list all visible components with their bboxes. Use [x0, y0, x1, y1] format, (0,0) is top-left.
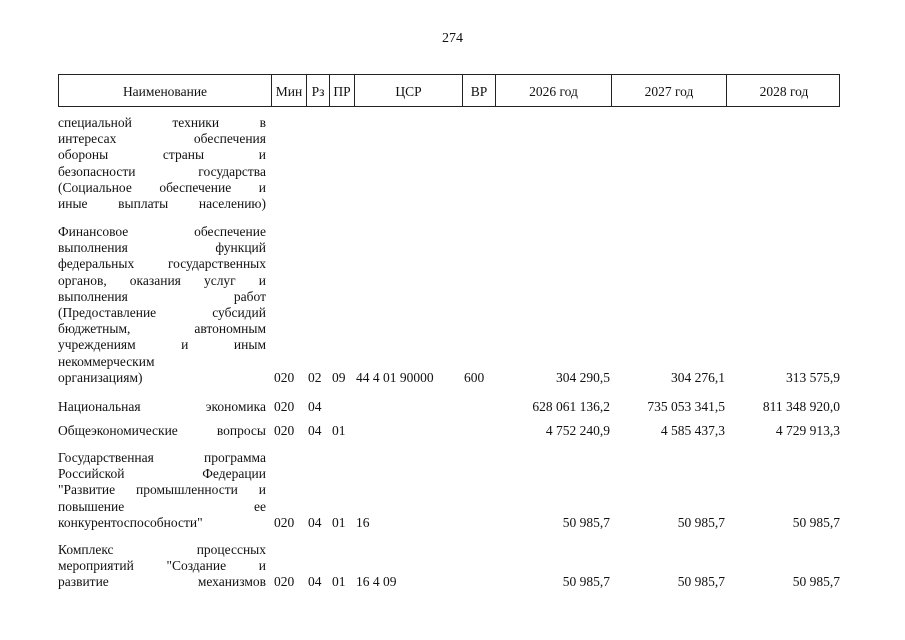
cell-min: 020 — [274, 399, 295, 414]
row-name-line: Комплекс процессных — [58, 542, 266, 557]
page-number: 274 — [442, 31, 463, 46]
row-name-line: учреждениям и иным — [58, 337, 266, 353]
header-vr: ВР — [462, 75, 495, 106]
cell-min: 020 — [274, 369, 295, 385]
row-name-line: повышение ее — [58, 498, 266, 514]
cell-y2027: 304 276,1 — [671, 369, 725, 385]
row-name-line: конкурентоспособности" — [58, 514, 203, 530]
table-header — [58, 74, 840, 107]
row-name-line: Национальная экономика — [58, 399, 266, 414]
cell-rz: 02 — [308, 369, 322, 385]
row-name-line: "Развитие промышленности и — [58, 482, 266, 498]
row-name-line: развитие механизмов — [58, 574, 266, 590]
budget-table — [58, 74, 840, 590]
header-2028: 2028 год — [726, 75, 841, 106]
header-2026: 2026 год — [495, 75, 611, 106]
cell-min: 020 — [274, 423, 295, 438]
cell-y2028: 313 575,9 — [786, 369, 840, 385]
header-min: Мин — [271, 75, 306, 106]
cell-y2026: 628 061 136,2 — [532, 399, 610, 414]
cell-rz: 04 — [308, 514, 322, 530]
cell-y2026: 50 985,7 — [562, 574, 610, 590]
cell-y2026: 304 290,5 — [556, 369, 610, 385]
cell-min: 020 — [274, 514, 295, 530]
row-name-line: безопасности государства — [58, 163, 266, 179]
cell-y2028: 50 985,7 — [792, 574, 840, 590]
row-name-line: обороны страны и — [58, 147, 266, 163]
row-name-line: мероприятий "Создание и — [58, 558, 266, 574]
row-name-line: (Социальное обеспечение и — [58, 179, 266, 195]
row-name-line: выполнения функций — [58, 240, 266, 256]
cell-y2028: 811 348 920,0 — [762, 399, 840, 414]
cell-y2028: 4 729 913,3 — [775, 423, 840, 438]
row-name-line: органов, оказания услуг и — [58, 272, 266, 288]
cell-y2028: 50 985,7 — [792, 514, 840, 530]
cell-csr: 16 — [356, 514, 370, 530]
row-name-line: специальной техники в — [58, 115, 266, 130]
cell-pr: 09 — [332, 369, 346, 385]
cell-y2027: 50 985,7 — [677, 514, 725, 530]
cell-pr: 01 — [332, 574, 346, 590]
header-name: Наименование — [122, 84, 208, 99]
row-name-line: иные выплаты населению) — [58, 196, 266, 212]
row-name-line: интересах обеспечения — [58, 131, 266, 147]
header-csr: ЦСР — [354, 75, 462, 106]
row-name-line: (Предоставление субсидий — [58, 305, 266, 321]
cell-csr: 44 4 01 90000 — [356, 369, 434, 385]
row-name — [58, 224, 266, 386]
cell-rz: 04 — [308, 574, 322, 590]
row-name-line: федеральных государственных — [58, 256, 266, 272]
row-name — [58, 423, 266, 439]
cell-y2027: 735 053 341,5 — [647, 399, 725, 414]
cell-vr: 600 — [464, 369, 485, 385]
cell-y2026: 4 752 240,9 — [545, 423, 610, 438]
row-name — [58, 399, 266, 415]
cell-pr: 01 — [332, 514, 346, 530]
cell-min: 020 — [274, 574, 295, 590]
cell-y2026: 50 985,7 — [562, 514, 610, 530]
header-rz: Рз — [306, 75, 329, 106]
row-name-line: Общеэкономические вопросы — [58, 423, 266, 438]
row-name — [58, 542, 266, 591]
cell-rz: 04 — [308, 399, 322, 414]
row-name-line: Государственная программа — [58, 450, 266, 465]
row-name-line: организациям) — [58, 369, 143, 385]
cell-pr: 01 — [332, 423, 346, 438]
cell-y2027: 4 585 437,3 — [660, 423, 725, 438]
cell-y2027: 50 985,7 — [677, 574, 725, 590]
row-name-line: некоммерческим — [58, 353, 155, 369]
cell-rz: 04 — [308, 423, 322, 438]
header-2027: 2027 год — [611, 75, 726, 106]
row-name-line: Финансовое обеспечение — [58, 224, 266, 239]
row-name-line: бюджетным, автономным — [58, 321, 266, 337]
row-name — [58, 115, 266, 212]
header-pr: ПР — [329, 75, 354, 106]
row-name — [58, 450, 266, 531]
cell-csr: 16 4 09 — [356, 574, 397, 590]
row-name-line: выполнения работ — [58, 288, 266, 304]
row-name-line: Российской Федерации — [58, 466, 266, 482]
